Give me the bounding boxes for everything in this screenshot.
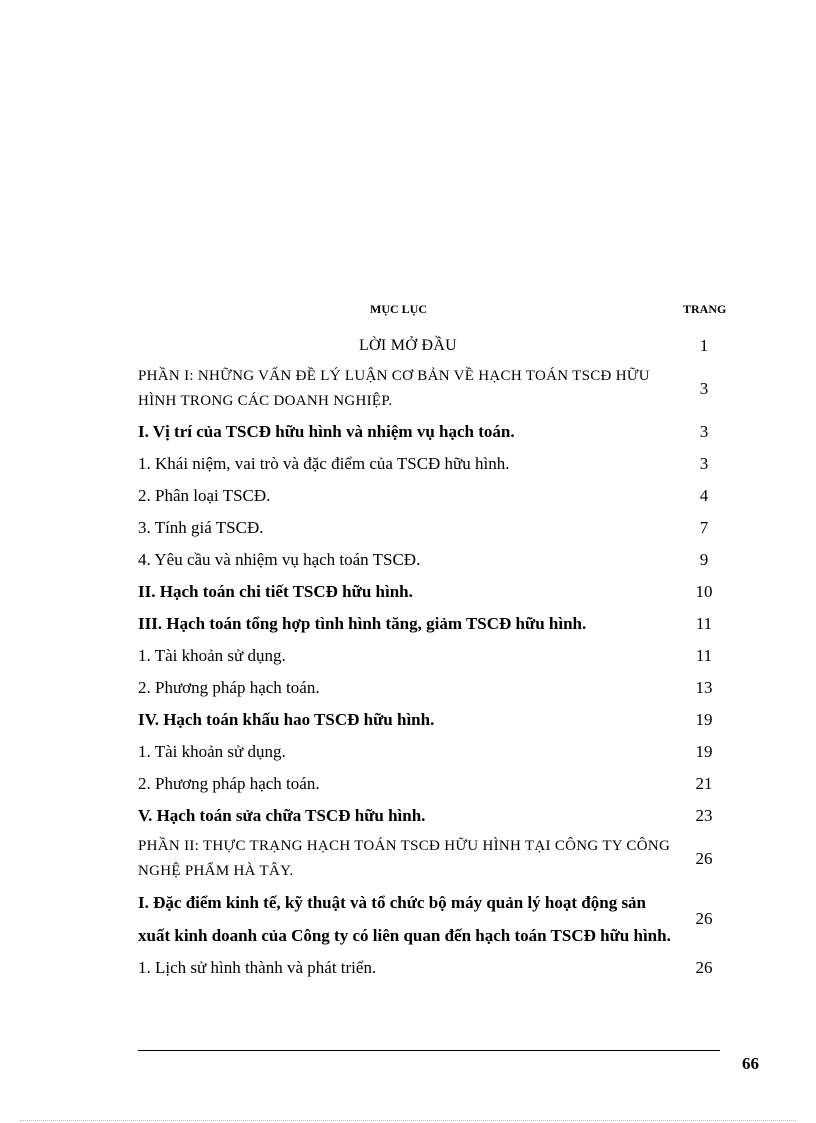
toc-entry-page: 3 bbox=[699, 422, 709, 441]
toc-entry-page: 11 bbox=[695, 646, 713, 665]
toc-entry bbox=[138, 704, 730, 736]
toc-entry-page: 21 bbox=[695, 774, 713, 793]
toc-entry bbox=[138, 800, 730, 832]
toc-entry bbox=[138, 952, 730, 984]
toc-entry-text: 2. Phân loại TSCĐ. bbox=[138, 486, 271, 505]
toc-entry-page: 26 bbox=[695, 958, 713, 977]
toc-entry-page: 4 bbox=[699, 486, 709, 505]
table-of-contents bbox=[138, 300, 730, 984]
toc-entry-page: 19 bbox=[695, 710, 713, 729]
toc-entry-page: 26 bbox=[695, 849, 713, 868]
toc-entry bbox=[138, 544, 730, 576]
toc-entry-page: 13 bbox=[695, 678, 713, 697]
toc-entry-page: 23 bbox=[695, 806, 713, 825]
toc-title: MỤC LỤC bbox=[370, 302, 427, 316]
toc-entry-page: 3 bbox=[699, 379, 709, 398]
toc-entry-text: III. Hạch toán tổng hợp tình hình tăng, giảm TSCĐ hữu hình. bbox=[138, 614, 587, 633]
toc-entry-page: 3 bbox=[699, 454, 709, 473]
toc-entry-text: 1. Tài khoản sử dụng. bbox=[138, 742, 286, 761]
toc-entry-text: I. Đặc điểm kinh tế, kỹ thuật và tổ chức bộ máy quản lý hoạt động sản xuất kinh doanh của Công ty có liên quan đến hạch toán TSCĐ hữu hình. bbox=[138, 893, 671, 945]
toc-entry-page: 11 bbox=[695, 614, 713, 633]
toc-header bbox=[138, 300, 730, 330]
toc-entry-page: 26 bbox=[695, 909, 713, 928]
toc-entry-page: 7 bbox=[699, 518, 709, 537]
page-column-label: TRANG bbox=[683, 302, 727, 316]
toc-entry-page: 1 bbox=[699, 336, 709, 355]
toc-entry-text: 1. Tài khoản sử dụng. bbox=[138, 646, 286, 665]
footer-rule bbox=[138, 1050, 720, 1051]
page-edge-divider bbox=[20, 1120, 796, 1121]
toc-entry bbox=[138, 416, 730, 448]
toc-entry-text: PHẦN I: NHỮNG VẤN ĐỀ LÝ LUẬN CƠ BẢN VỀ HẠCH TOÁN TSCĐ HỮU HÌNH TRONG CÁC DOANH NGHIỆP. bbox=[138, 368, 650, 409]
toc-entry bbox=[138, 512, 730, 544]
toc-entry-text: 2. Phương pháp hạch toán. bbox=[138, 678, 320, 697]
toc-entry bbox=[138, 608, 730, 640]
toc-entry-text: 3. Tính giá TSCĐ. bbox=[138, 518, 264, 537]
page-number: 66 bbox=[742, 1054, 759, 1073]
toc-entry-page: 9 bbox=[699, 550, 709, 569]
toc-entry-text: II. Hạch toán chi tiết TSCĐ hữu hình. bbox=[138, 582, 413, 601]
toc-entry-page: 10 bbox=[695, 582, 713, 601]
toc-entry bbox=[138, 736, 730, 768]
toc-entry bbox=[138, 480, 730, 512]
toc-entry-text: 2. Phương pháp hạch toán. bbox=[138, 774, 320, 793]
toc-entry bbox=[138, 448, 730, 480]
toc-entry bbox=[138, 832, 730, 886]
toc-entry-text: LỜI MỞ ĐẦU bbox=[358, 337, 458, 354]
toc-entry bbox=[138, 672, 730, 704]
toc-entry-text: I. Vị trí của TSCĐ hữu hình và nhiệm vụ hạch toán. bbox=[138, 422, 515, 441]
toc-entry-text: 1. Khái niệm, vai trò và đặc điểm của TSCĐ hữu hình. bbox=[138, 454, 510, 473]
toc-entry bbox=[138, 768, 730, 800]
toc-entry bbox=[138, 640, 730, 672]
toc-entry-page: 19 bbox=[695, 742, 713, 761]
toc-entry-text: V. Hạch toán sửa chữa TSCĐ hữu hình. bbox=[138, 806, 426, 825]
toc-entry bbox=[138, 362, 730, 416]
toc-entry bbox=[138, 576, 730, 608]
toc-entry-text: PHẦN II: THỰC TRẠNG HẠCH TOÁN TSCĐ HỮU HÌNH TẠI CÔNG TY CÔNG NGHỆ PHẨM HÀ TÂY. bbox=[138, 838, 671, 879]
toc-entry bbox=[138, 330, 730, 362]
toc-entry-text: 1. Lịch sử hình thành và phát triển. bbox=[138, 958, 377, 977]
toc-entry-text: 4. Yêu cầu và nhiệm vụ hạch toán TSCĐ. bbox=[138, 550, 421, 569]
toc-entry bbox=[138, 886, 730, 952]
toc-entry-text: IV. Hạch toán khấu hao TSCĐ hữu hình. bbox=[138, 710, 435, 729]
